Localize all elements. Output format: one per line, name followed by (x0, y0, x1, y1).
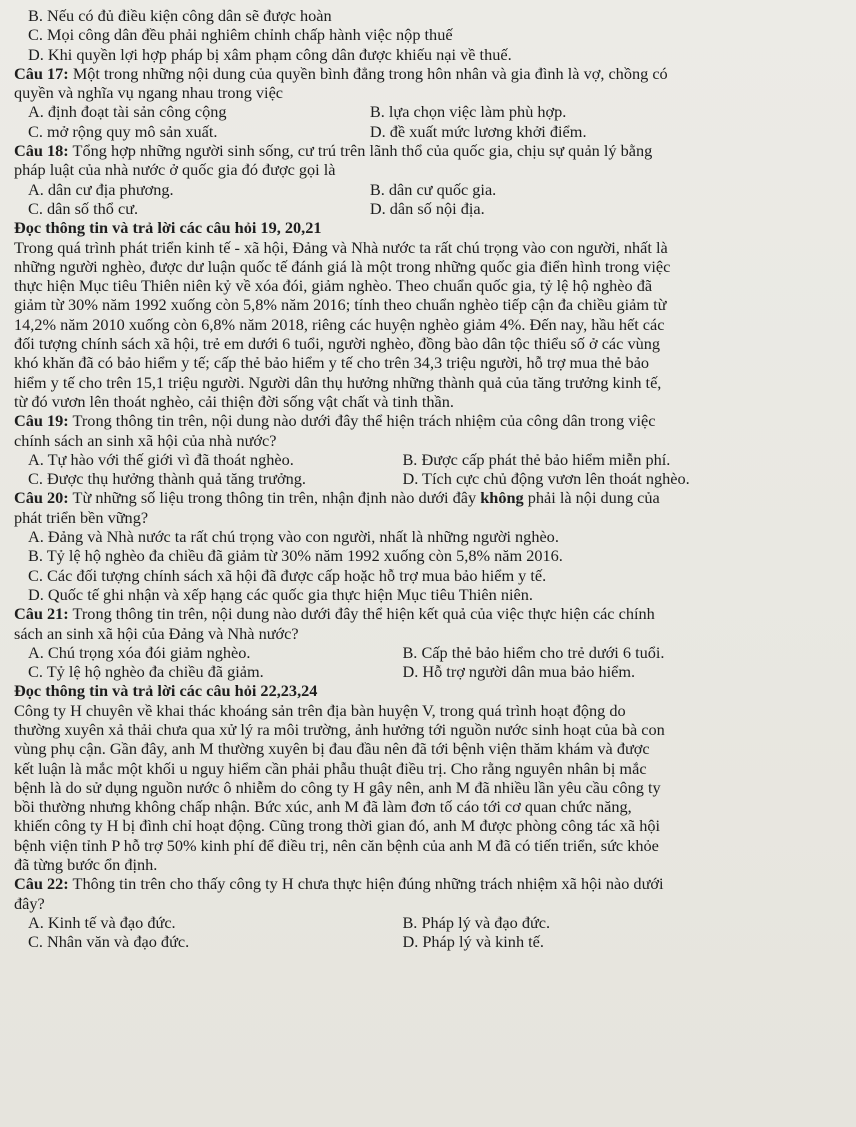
passage-line: hiểm y tế cho trên 15,1 triệu người. Người dân thụ hưởng những thành quả của tăng trưởng kinh tế, (14, 372, 662, 392)
question-text: Từ những số liệu trong thông tin trên, nhận định nào dưới đây (72, 488, 477, 508)
question-text-cont: đây? (14, 893, 45, 913)
question-20 (14, 488, 842, 604)
option-d: D. đề xuất mức lương khởi điểm. (369, 121, 587, 141)
question-text: Tổng hợp những người sinh sống, cư trú trên lãnh thổ của quốc gia, chịu sự quản lý bằng (72, 141, 653, 161)
passage-line: khó khăn đã có bảo hiểm y tế; cấp thẻ bảo hiểm y tế cho trên 34,3 triệu người, hỗ trợ mua thẻ bảo (14, 353, 650, 373)
passage-line: những người nghèo, được dư luận quốc tế đánh giá là một trong những quốc gia điển hình trong việc (14, 256, 671, 276)
question-19 (14, 411, 842, 488)
passage-title: Đọc thông tin và trả lời các câu hỏi 22,23,24 (14, 681, 318, 701)
question-text: Thông tin trên cho thấy công ty H chưa thực hiện đúng những trách nhiệm xã hội nào dưới (72, 874, 664, 894)
question-label: Câu 21: (14, 604, 69, 624)
passage-line: khiến công ty H bị đình chỉ hoạt động. Cũng trong thời gian đó, anh M được phòng công tác xã hội (14, 816, 660, 836)
question-18 (14, 141, 842, 218)
option-d: D. Hỗ trợ người dân mua bảo hiểm. (402, 662, 636, 682)
passage-line: vùng phụ cận. Gần đây, anh M thường xuyên bị đau đầu nên đã tới bệnh viện thăm khám và được (14, 739, 650, 759)
option-c: C. Được thụ hưởng thành quả tăng trưởng. (28, 469, 306, 489)
option-c: C. Các đối tượng chính sách xã hội đã được cấp hoặc hỗ trợ mua bảo hiểm y tế. (28, 565, 547, 585)
question-text-cont: chính sách an sinh xã hội của nhà nước? (14, 430, 277, 450)
passage-line: giảm từ 30% năm 1992 xuống còn 5,8% năm 2016; tính theo chuẩn nghèo tiếp cận đa chiều giảm từ (14, 295, 667, 315)
passage-line: từ đó vươn lên thoát nghèo, cải thiện đời sống vật chất và tinh thần. (14, 391, 454, 411)
option-d: D. Quốc tế ghi nhận và xếp hạng các quốc gia thực hiện Mục tiêu Thiên niên. (28, 584, 533, 604)
option-d: D. Pháp lý và kinh tế. (402, 932, 544, 952)
question-label: Câu 22: (14, 874, 69, 894)
option-a: A. định đoạt tài sản công cộng (28, 102, 227, 122)
question-text-end: phải là nội dung của (527, 488, 660, 508)
passage-line: bệnh viện tỉnh P hỗ trợ 50% kinh phí để điều trị, nên căn bệnh của anh M đã có tiến triển, sức khỏe (14, 835, 659, 855)
question-label: Câu 18: (14, 141, 69, 161)
option-a: A. dân cư địa phương. (28, 179, 174, 199)
option-c: C. Nhân văn và đạo đức. (28, 932, 190, 952)
passage-line: Trong quá trình phát triển kinh tế - xã hội, Đảng và Nhà nước ta rất chú trọng vào con người, nhất là (14, 237, 668, 257)
passage-line: bệnh là do sử dụng nguồn nước ô nhiễm do công ty H gây nên, anh M đã nhiều lần yêu cầu công ty (14, 777, 661, 797)
question-text-cont: pháp luật của nhà nước ở quốc gia đó được gọi là (14, 160, 336, 180)
option-a: A. Chú trọng xóa đói giảm nghèo. (28, 642, 251, 662)
question-text: Trong thông tin trên, nội dung nào dưới đây thể hiện trách nhiệm của công dân trong việc (72, 411, 656, 431)
option-b: B. dân cư quốc gia. (369, 179, 497, 199)
passage-line: thường xuyên xả thải chưa qua xử lý ra môi trường, ảnh hưởng tới nguồn nước sinh hoạt của bà con (14, 719, 665, 739)
option-b-top: B. Nếu có đủ điều kiện công dân sẽ được hoàn (28, 6, 332, 25)
question-emphasis: không (480, 488, 524, 508)
passage-line: kết luận là mắc một khối u nguy hiểm cần phải phẫu thuật điều trị. Cho rằng nguyên nhân bị mắc (14, 758, 647, 778)
passage-title: Đọc thông tin và trả lời các câu hỏi 19, 20,21 (14, 218, 322, 238)
option-b: B. Pháp lý và đạo đức. (402, 912, 551, 932)
option-d-top: D. Khi quyền lợi hợp pháp bị xâm phạm công dân được khiếu nại về thuế. (28, 44, 512, 64)
question-label: Câu 19: (14, 411, 69, 431)
passage-1 (14, 218, 842, 411)
passage-line: 14,2% năm 2010 xuống còn 6,8% năm 2018, riêng các huyện nghèo giảm 4%. Đến nay, hầu hết các (14, 314, 665, 334)
option-b: B. Tỷ lệ hộ nghèo đa chiều đã giảm từ 30% năm 1992 xuống còn 5,8% năm 2016. (28, 546, 563, 566)
passage-line: thực hiện Mục tiêu Thiên niên kỷ về xóa đói, giảm nghèo. Theo chuẩn quốc gia, tỷ lệ hộ nghèo đã (14, 276, 653, 296)
question-22 (14, 874, 842, 951)
option-a: A. Tự hào với thế giới vì đã thoát nghèo. (28, 449, 294, 469)
passage-line: đã từng bước ổn định. (14, 855, 158, 875)
question-text-cont: phát triển bền vững? (14, 507, 149, 527)
option-a: A. Đảng và Nhà nước ta rất chú trọng vào con người, nhất là những người nghèo. (28, 527, 559, 547)
question-17 (14, 64, 842, 141)
option-c: C. Tỷ lệ hộ nghèo đa chiều đã giảm. (28, 662, 264, 682)
option-d: D. dân số nội địa. (369, 198, 485, 218)
question-text-cont: quyền và nghĩa vụ ngang nhau trong việc (14, 83, 284, 103)
question-text: Một trong những nội dung của quyền bình đẳng trong hôn nhân và gia đình là vợ, chồng có (72, 63, 668, 83)
passage-line: bồi thường nhưng không chấp nhận. Bức xúc, anh M đã làm đơn tố cáo tới cơ quan chức năng, (14, 797, 632, 817)
question-text-cont: sách an sinh xã hội của Đảng và Nhà nước? (14, 623, 299, 643)
option-c: C. mở rộng quy mô sản xuất. (28, 121, 218, 141)
question-text: Trong thông tin trên, nội dung nào dưới đây thể hiện kết quả của việc thực hiện các chính (72, 604, 655, 624)
option-d: D. Tích cực chủ động vươn lên thoát nghèo. (402, 469, 690, 489)
question-label: Câu 20: (14, 488, 69, 508)
question-21 (14, 604, 842, 681)
option-b: B. Được cấp phát thẻ bảo hiểm miễn phí. (402, 449, 671, 469)
option-b: B. Cấp thẻ bảo hiểm cho trẻ dưới 6 tuổi. (402, 642, 665, 662)
option-c-top: C. Mọi công dân đều phải nghiêm chỉnh chấp hành việc nộp thuế (28, 25, 453, 45)
passage-2 (14, 681, 842, 874)
passage-line: Công ty H chuyên về khai thác khoáng sản trên địa bàn huyện V, trong quá trình hoạt động do (14, 700, 626, 720)
option-b: B. lựa chọn việc làm phù hợp. (369, 102, 567, 122)
option-a: A. Kinh tế và đạo đức. (28, 912, 176, 932)
option-c: C. dân số thổ cư. (28, 198, 139, 218)
passage-line: đối tượng chính sách xã hội, trẻ em dưới 6 tuổi, người nghèo, đồng bào dân tộc thiểu số ở các vùng (14, 334, 661, 354)
top-options (14, 6, 842, 64)
question-label: Câu 17: (14, 63, 69, 83)
